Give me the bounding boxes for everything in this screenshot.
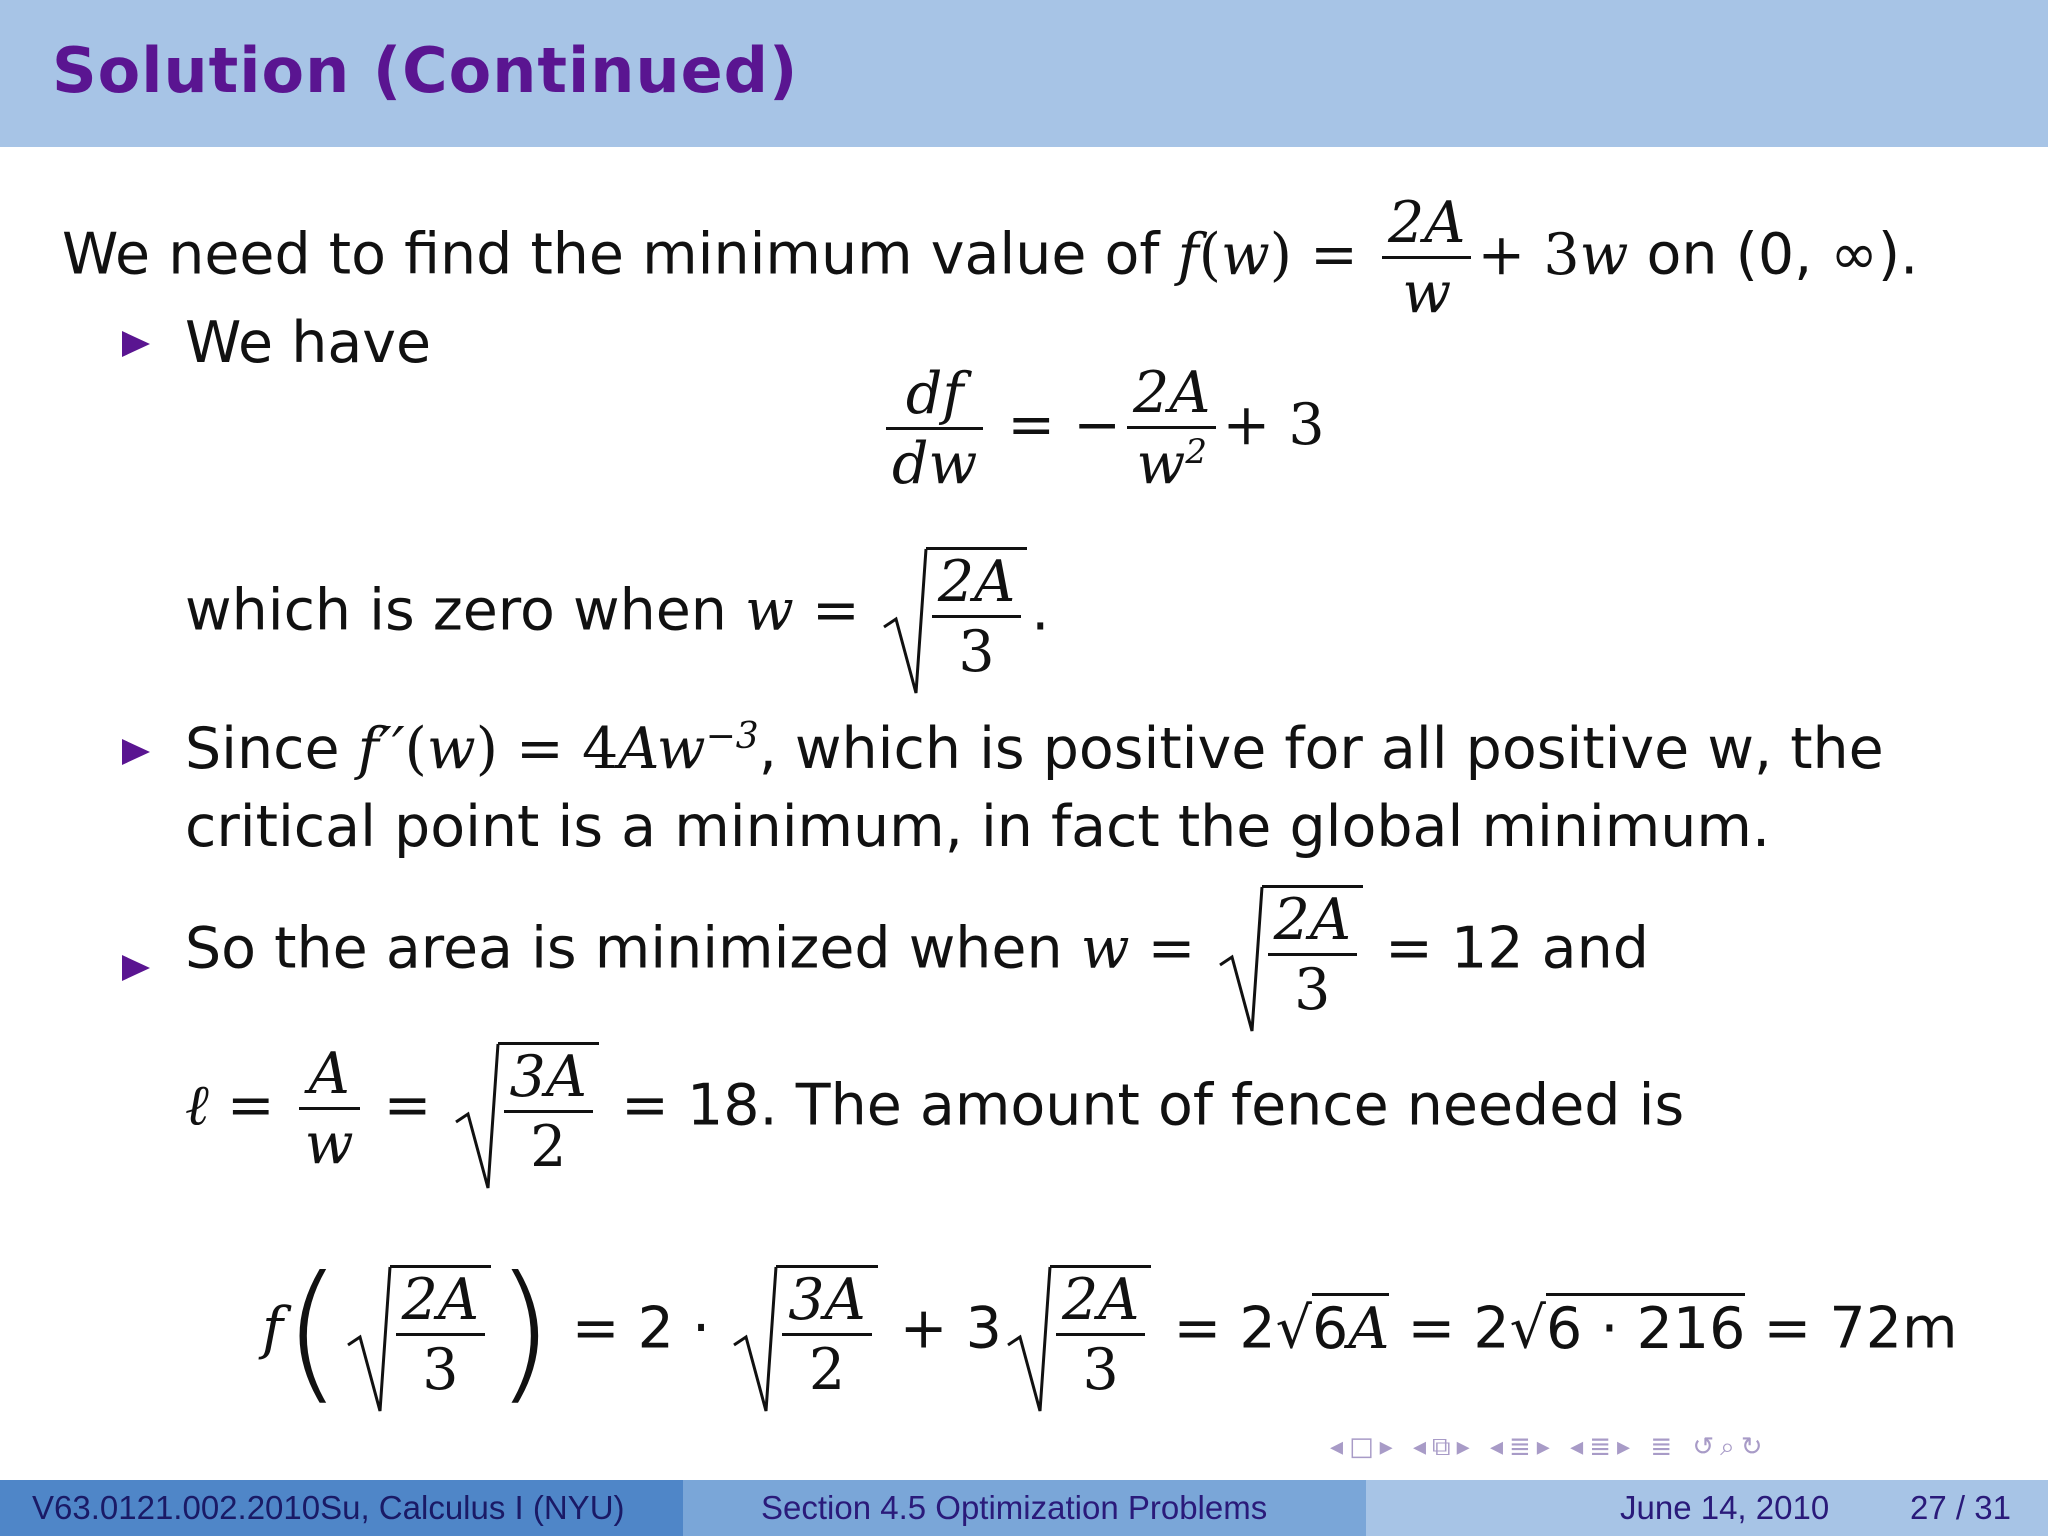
slide-title: Solution (Continued)	[52, 34, 799, 107]
bullet2-line2: critical point is a minimum, in fact the global minimum.	[185, 794, 1771, 860]
section-icon[interactable]: ≣	[1589, 1432, 1617, 1462]
footer-left	[0, 1480, 683, 1536]
intro-formula: f(w) = $\frac{2A}{w}$ + 3w	[1177, 190, 1629, 326]
frame-icon[interactable]: □	[1349, 1432, 1380, 1462]
footer-right	[1366, 1480, 2048, 1536]
undo-icon[interactable]: ↺	[1692, 1432, 1721, 1462]
slide-body	[0, 147, 2048, 1480]
align-icon[interactable]: ≣	[1650, 1432, 1679, 1462]
search-icon[interactable]: ⌕	[1720, 1432, 1741, 1462]
bullet3-line1: So the area is minimized when w = $\frac{2A}{3}$ = 12 and	[185, 885, 1649, 1019]
zero-text: which is zero when	[185, 577, 727, 644]
bullet-marker	[122, 955, 150, 981]
slide-header	[0, 0, 2048, 147]
subsection-icon[interactable]: ⧉	[1432, 1432, 1457, 1462]
final-equation: f( $\frac{2A}{3}$ ) = 2 · $\frac{3A}{2}$ + 3 $\frac{2A}{3}$ = 2√6A = 2√6 · 216 = 72m	[262, 1245, 1958, 1419]
derivative-formula: $\frac{df}{dw}$ = − $\frac{2A}{w^2}$ + 3	[880, 365, 1325, 493]
arrow-right-icon[interactable]: ▸	[1616, 1432, 1637, 1462]
beamer-nav	[1330, 1432, 2030, 1468]
zero-condition: which is zero when w = $\frac{2A}{3}$ .	[185, 547, 1049, 681]
intro-tail: on (0, ∞).	[1646, 221, 1919, 288]
footer-center	[683, 1480, 1366, 1536]
intro-text: We need to find the minimum value of	[62, 221, 1160, 288]
arrow-right-icon[interactable]: ▸	[1536, 1432, 1556, 1462]
bullet1-label: We have	[185, 310, 432, 376]
arrow-left-icon[interactable]: ◂	[1489, 1432, 1509, 1462]
bullet3-line2: ℓ = $\frac{A}{w}$ = $\frac{3A}{2}$ = 18. The amount of fence needed is	[185, 1042, 1684, 1176]
final-result: = 72m	[1763, 1295, 1958, 1362]
sqrt-2a3: $\frac{2A}{3}$	[882, 547, 1027, 681]
bullet-marker	[122, 739, 150, 765]
bullet2-line1: Since $f''(w) = 4Aw^{-3}$, which is positive for all positive w, the	[185, 716, 1884, 782]
bullet-marker	[122, 331, 150, 357]
arrow-left-icon[interactable]: ◂	[1330, 1432, 1350, 1462]
intro-line	[62, 190, 1919, 326]
arrow-left-icon[interactable]: ◂	[1412, 1432, 1433, 1462]
footer-section: Section 4.5 Optimization Problems	[761, 1489, 1268, 1526]
arrow-right-icon[interactable]: ▸	[1456, 1432, 1476, 1462]
bullet3-and: = 12 and	[1385, 915, 1649, 982]
zoom-icon[interactable]: ↻	[1740, 1432, 1769, 1462]
fence-text: The amount of fence needed is	[795, 1072, 1685, 1139]
footer-page: 27 / 31	[1910, 1489, 2011, 1526]
footer-course: V63.0121.002.2010Su, Calculus I (NYU)	[32, 1489, 625, 1526]
slide-footer	[0, 1480, 2048, 1536]
section-icon[interactable]: ≣	[1509, 1432, 1537, 1462]
arrow-left-icon[interactable]: ◂	[1570, 1432, 1590, 1462]
bullet3-start: So the area is minimized when	[185, 915, 1063, 982]
arrow-right-icon[interactable]: ▸	[1379, 1432, 1399, 1462]
footer-date: June 14, 2010	[1620, 1489, 1830, 1526]
